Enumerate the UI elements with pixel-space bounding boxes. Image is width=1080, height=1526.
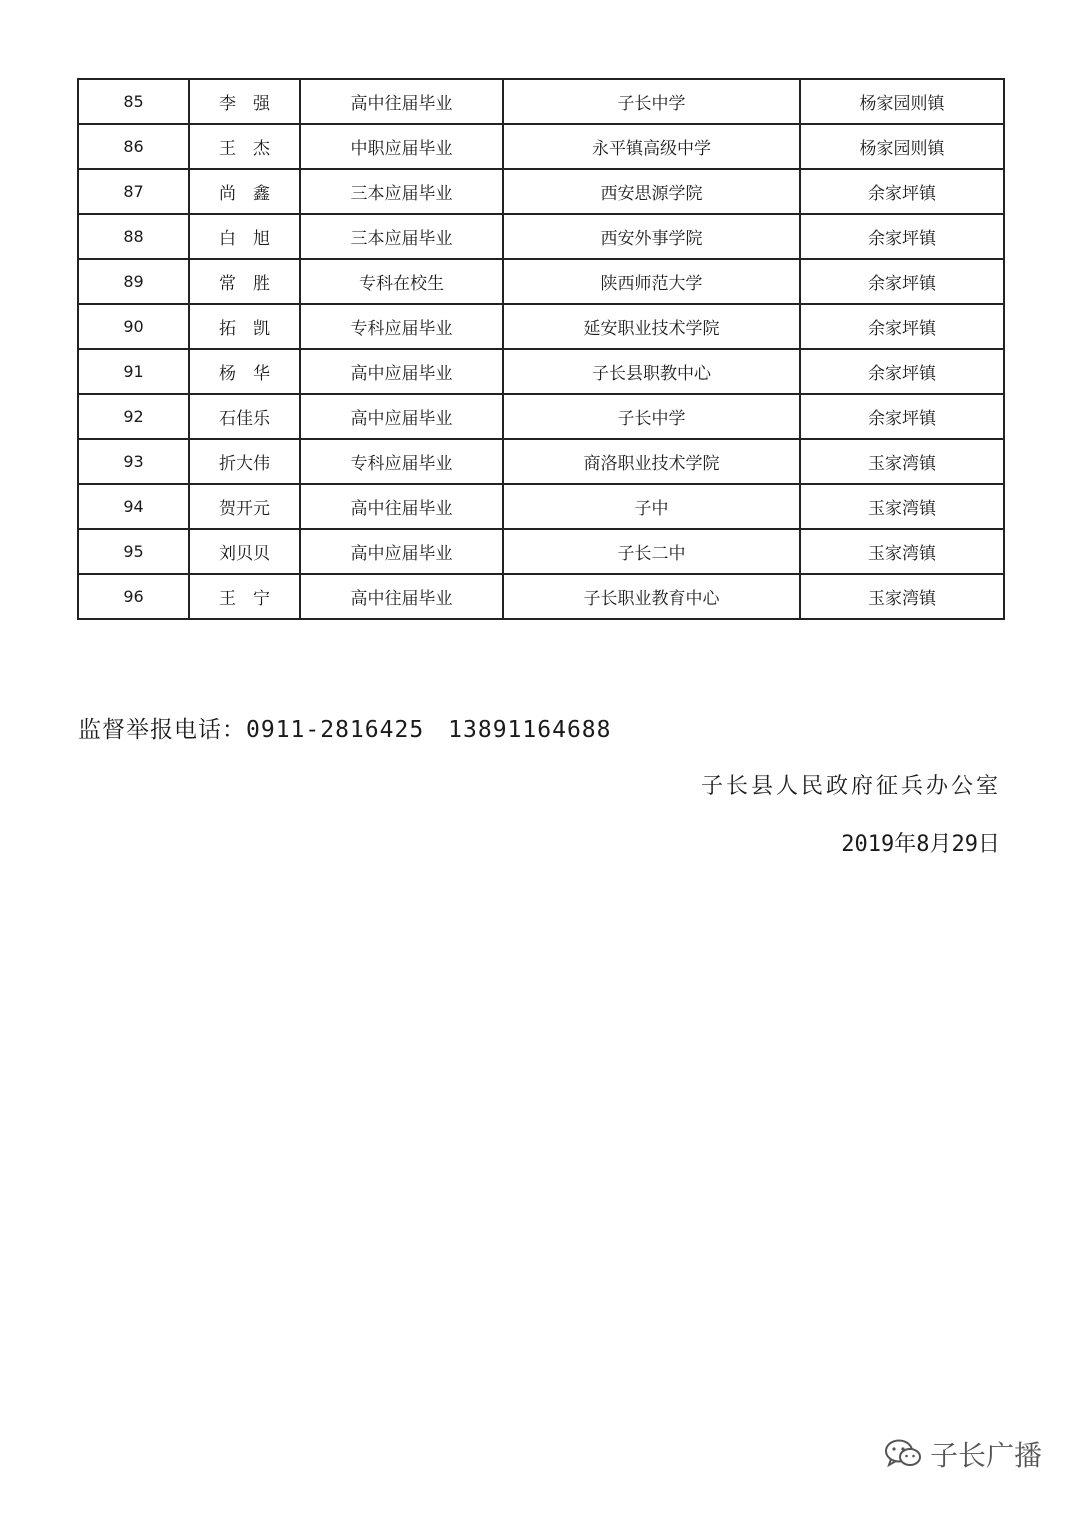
cell-name: 贺开元 [189, 484, 300, 529]
table-row [78, 214, 1004, 259]
cell-status: 高中往届毕业 [300, 484, 503, 529]
table-row [78, 349, 1004, 394]
cell-school: 子长县职教中心 [503, 349, 800, 394]
issuing-office: 子长县人民政府征兵办公室 [700, 774, 1001, 799]
cell-number: 88 [78, 214, 189, 259]
cell-number: 95 [78, 529, 189, 574]
cell-status: 高中往届毕业 [300, 79, 503, 124]
cell-school: 子中 [503, 484, 800, 529]
cell-status: 三本应届毕业 [300, 169, 503, 214]
cell-town: 玉家湾镇 [800, 574, 1004, 619]
cell-status: 专科应届毕业 [300, 439, 503, 484]
cell-name: 尚 鑫 [189, 169, 300, 214]
cell-town: 余家坪镇 [800, 349, 1004, 394]
cell-town: 余家坪镇 [800, 259, 1004, 304]
cell-school: 西安外事学院 [503, 214, 800, 259]
cell-number: 92 [78, 394, 189, 439]
table-row [78, 484, 1004, 529]
wechat-icon [884, 1438, 922, 1470]
table-row [78, 124, 1004, 169]
cell-school: 永平镇高级中学 [503, 124, 800, 169]
cell-name: 杨 华 [189, 349, 300, 394]
cell-school: 延安职业技术学院 [503, 304, 800, 349]
table-row [78, 259, 1004, 304]
cell-status: 中职应届毕业 [300, 124, 503, 169]
cell-name: 李 强 [189, 79, 300, 124]
cell-number: 87 [78, 169, 189, 214]
report-phone-1: 0911-2816425 [246, 717, 425, 743]
cell-status: 三本应届毕业 [300, 214, 503, 259]
cell-town: 玉家湾镇 [800, 529, 1004, 574]
table-row [78, 529, 1004, 574]
cell-number: 93 [78, 439, 189, 484]
cell-name: 刘贝贝 [189, 529, 300, 574]
watermark [884, 1434, 1042, 1474]
cell-status: 高中应届毕业 [300, 394, 503, 439]
table-body [78, 79, 1004, 619]
table-row [78, 304, 1004, 349]
cell-school: 子长二中 [503, 529, 800, 574]
table-row [78, 439, 1004, 484]
cell-name: 白 旭 [189, 214, 300, 259]
cell-name: 拓 凯 [189, 304, 300, 349]
cell-town: 玉家湾镇 [800, 484, 1004, 529]
table-row [78, 169, 1004, 214]
cell-name: 石佳乐 [189, 394, 300, 439]
cell-town: 杨家园则镇 [800, 79, 1004, 124]
cell-number: 86 [78, 124, 189, 169]
cell-name: 王 宁 [189, 574, 300, 619]
cell-number: 90 [78, 304, 189, 349]
cell-status: 专科应届毕业 [300, 304, 503, 349]
cell-status: 高中应届毕业 [300, 529, 503, 574]
watermark-text: 子长广播 [929, 1439, 1042, 1472]
report-label: 监督举报电话： [78, 717, 246, 743]
cell-school: 子长中学 [503, 394, 800, 439]
cell-number: 91 [78, 349, 189, 394]
cell-status: 专科在校生 [300, 259, 503, 304]
cell-school: 子长职业教育中心 [503, 574, 800, 619]
cell-name: 常 胜 [189, 259, 300, 304]
table-row [78, 394, 1004, 439]
cell-status: 高中往届毕业 [300, 574, 503, 619]
report-line [78, 711, 612, 744]
report-phone-2: 13891164688 [448, 717, 612, 743]
cell-name: 折大伟 [189, 439, 300, 484]
cell-town: 杨家园则镇 [800, 124, 1004, 169]
cell-school: 子长中学 [503, 79, 800, 124]
cell-number: 94 [78, 484, 189, 529]
cell-school: 陕西师范大学 [503, 259, 800, 304]
table-row [78, 79, 1004, 124]
table-row [78, 574, 1004, 619]
cell-name: 王 杰 [189, 124, 300, 169]
cell-town: 余家坪镇 [800, 394, 1004, 439]
cell-town: 玉家湾镇 [800, 439, 1004, 484]
cell-number: 89 [78, 259, 189, 304]
issue-date: 2019年8月29日 [841, 832, 1000, 857]
cell-number: 85 [78, 79, 189, 124]
recruit-list-table [77, 78, 1005, 620]
cell-school: 西安思源学院 [503, 169, 800, 214]
cell-number: 96 [78, 574, 189, 619]
cell-town: 余家坪镇 [800, 169, 1004, 214]
cell-town: 余家坪镇 [800, 214, 1004, 259]
cell-status: 高中应届毕业 [300, 349, 503, 394]
cell-town: 余家坪镇 [800, 304, 1004, 349]
cell-school: 商洛职业技术学院 [503, 439, 800, 484]
